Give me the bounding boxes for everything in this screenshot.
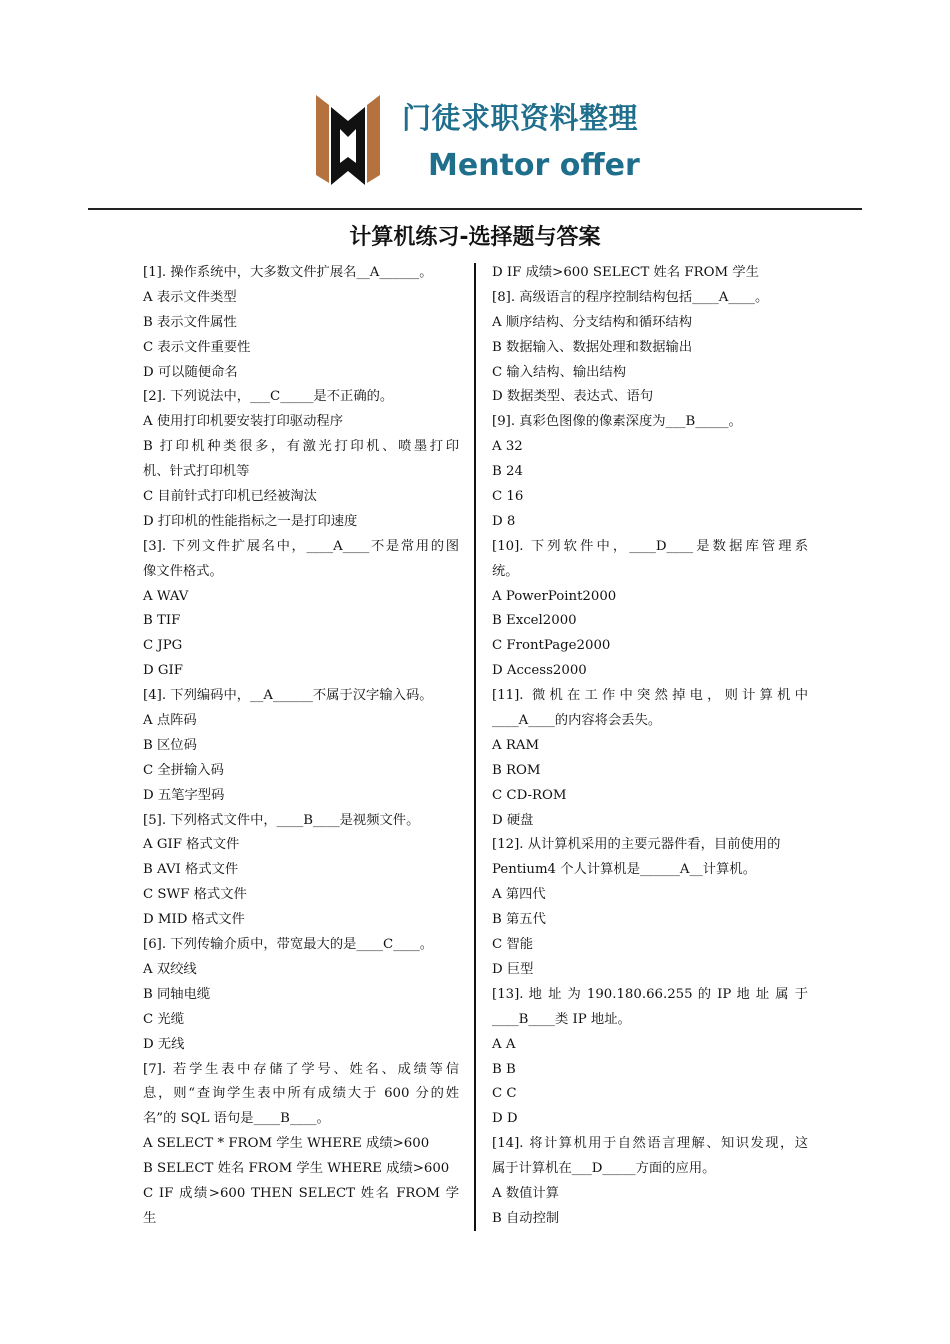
right-text-line: [10]. 下列软件中，____D____是数据库管理系: [492, 538, 808, 554]
left-text-line: [1]. 操作系统中，大多数文件扩展名__A______。: [143, 265, 433, 280]
right-text-line: A A: [492, 1036, 516, 1052]
left-text-line: 名”的 SQL 语句是____B____。: [143, 1111, 330, 1127]
left-text-line: [4]. 下列编码中，__A______不属于汉字输入码。: [143, 688, 433, 704]
right-text-line: [8]. 高级语言的程序控制结构包括____A____。: [492, 289, 769, 305]
right-text-line: A 顺序结构、分支结构和循环结构: [492, 314, 692, 330]
brand-name-english: Mentor offer: [428, 148, 640, 183]
left-text-line: D 无线: [143, 1036, 185, 1052]
right-text-line: C 智能: [492, 937, 533, 953]
brand-name-chinese: 门徒求职资料整理: [402, 101, 639, 135]
left-text-line: C 光缆: [143, 1011, 184, 1027]
left-text-line: B 打印机种类很多，有激光打印机、喷墨打印: [143, 439, 459, 455]
left-text-line: C 表示文件重要性: [143, 339, 251, 355]
left-text-line: C SWF 格式文件: [143, 887, 247, 903]
right-text-line: D 硬盘: [492, 812, 534, 828]
left-text-line: B TIF: [143, 613, 181, 629]
column-divider: [474, 263, 476, 1231]
right-text-line: B 自动控制: [492, 1210, 560, 1226]
right-text-line: C C: [492, 1086, 517, 1102]
left-text-line: B AVI 格式文件: [143, 862, 239, 878]
right-text-line: A 第四代: [492, 887, 546, 903]
right-text-line: A 32: [492, 439, 523, 455]
right-text-line: 统。: [492, 563, 519, 579]
right-text-line: B 第五代: [492, 912, 546, 928]
left-text-line: C 全拼输入码: [143, 762, 224, 778]
right-text-line: B Excel2000: [492, 613, 577, 629]
left-text-line: D 五笔字型码: [143, 787, 225, 803]
right-text-line: ____A____的内容将会丢失。: [492, 713, 662, 729]
right-text-line: B 数据输入、数据处理和数据输出: [492, 339, 693, 355]
right-text-line: C FrontPage2000: [492, 638, 611, 654]
left-text-line: [6]. 下列传输介质中，带宽最大的是____C____。: [143, 937, 434, 953]
page-title: 计算机练习-选择题与答案: [349, 225, 601, 250]
right-text-line: [9]. 真彩色图像的像素深度为___B_____。: [492, 414, 742, 430]
right-text-line: [14]. 将计算机用于自然语言理解、知识发现，这: [492, 1136, 808, 1152]
left-text-line: B 表示文件属性: [143, 314, 237, 330]
right-text-line: B 24: [492, 464, 523, 480]
header-divider: [88, 208, 862, 210]
page-header: [0, 0, 950, 210]
left-text-line: [3]. 下列文件扩展名中，____A____不是常用的图: [143, 538, 459, 554]
left-text-line: B 区位码: [143, 737, 197, 753]
right-text-line: D D: [492, 1111, 518, 1127]
left-text-line: [5]. 下列格式文件中，____B____是视频文件。: [143, 812, 420, 828]
left-text-line: [2]. 下列说法中，___C_____是不正确的。: [143, 389, 394, 405]
right-text-line: [11]. 微机在工作中突然掉电，则计算机中: [492, 688, 808, 704]
left-text-line: 生: [143, 1210, 157, 1226]
left-text-line: A SELECT * FROM 学生 WHERE 成绩>600: [143, 1136, 430, 1152]
left-text-line: D MID 格式文件: [143, 912, 245, 928]
left-text-line: A GIF 格式文件: [143, 837, 240, 853]
left-text-line: A 双绞线: [143, 961, 197, 977]
mentor-logo-icon: [314, 93, 382, 185]
right-text-line: C CD-ROM: [492, 787, 567, 803]
right-text-line: Pentium4 个人计算机是______A__计算机。: [492, 862, 756, 878]
right-text-line: B ROM: [492, 762, 541, 778]
left-text-line: A 使用打印机要安装打印驱动程序: [143, 414, 343, 430]
right-text-line: D 数据类型、表达式、语句: [492, 389, 654, 405]
right-text-line: [13]. 地 址 为 190.180.66.255 的 IP 地 址 属 于: [492, 986, 808, 1002]
left-text-line: C IF 成绩>600 THEN SELECT 姓名 FROM 学: [143, 1185, 459, 1201]
right-text-line: A RAM: [492, 737, 540, 753]
left-text-line: C JPG: [143, 638, 183, 654]
left-text-line: 息，则“查询学生表中所有成绩大于 600 分的姓: [143, 1086, 459, 1102]
right-text-line: A 数值计算: [492, 1185, 560, 1201]
left-text-line: A WAV: [143, 588, 189, 604]
left-text-line: B 同轴电缆: [143, 986, 211, 1002]
right-text-line: A PowerPoint2000: [492, 588, 617, 604]
right-column: [492, 261, 808, 1232]
left-text-line: B SELECT 姓名 FROM 学生 WHERE 成绩>600: [143, 1161, 450, 1177]
right-text-line: D 8: [492, 513, 516, 529]
right-text-line: B B: [492, 1061, 516, 1077]
left-text-line: A 点阵码: [143, 713, 197, 729]
left-text-line: A 表示文件类型: [143, 289, 237, 305]
right-text-line: D IF 成绩>600 SELECT 姓名 FROM 学生: [492, 265, 759, 280]
left-text-line: [7]. 若学生表中存储了学号、姓名、成绩等信: [143, 1061, 459, 1077]
left-text-line: D 可以随便命名: [143, 364, 238, 380]
left-text-line: C 目前针式打印机已经被淘汰: [143, 489, 317, 505]
left-text-line: 像文件格式。: [143, 563, 223, 579]
right-text-line: D 巨型: [492, 961, 534, 977]
left-text-line: D GIF: [143, 663, 183, 679]
right-text-line: ____B____类 IP 地址。: [492, 1011, 631, 1027]
right-text-line: C 16: [492, 489, 524, 505]
right-text-line: [12]. 从计算机采用的主要元器件看，目前使用的: [492, 837, 781, 853]
left-text-line: D 打印机的性能指标之一是打印速度: [143, 513, 358, 529]
right-text-line: C 输入结构、输出结构: [492, 364, 627, 380]
right-text-line: D Access2000: [492, 663, 587, 679]
left-text-line: 机、针式打印机等: [143, 464, 250, 480]
right-text-line: 属于计算机在___D_____方面的应用。: [492, 1161, 716, 1177]
left-column: [143, 261, 459, 1232]
